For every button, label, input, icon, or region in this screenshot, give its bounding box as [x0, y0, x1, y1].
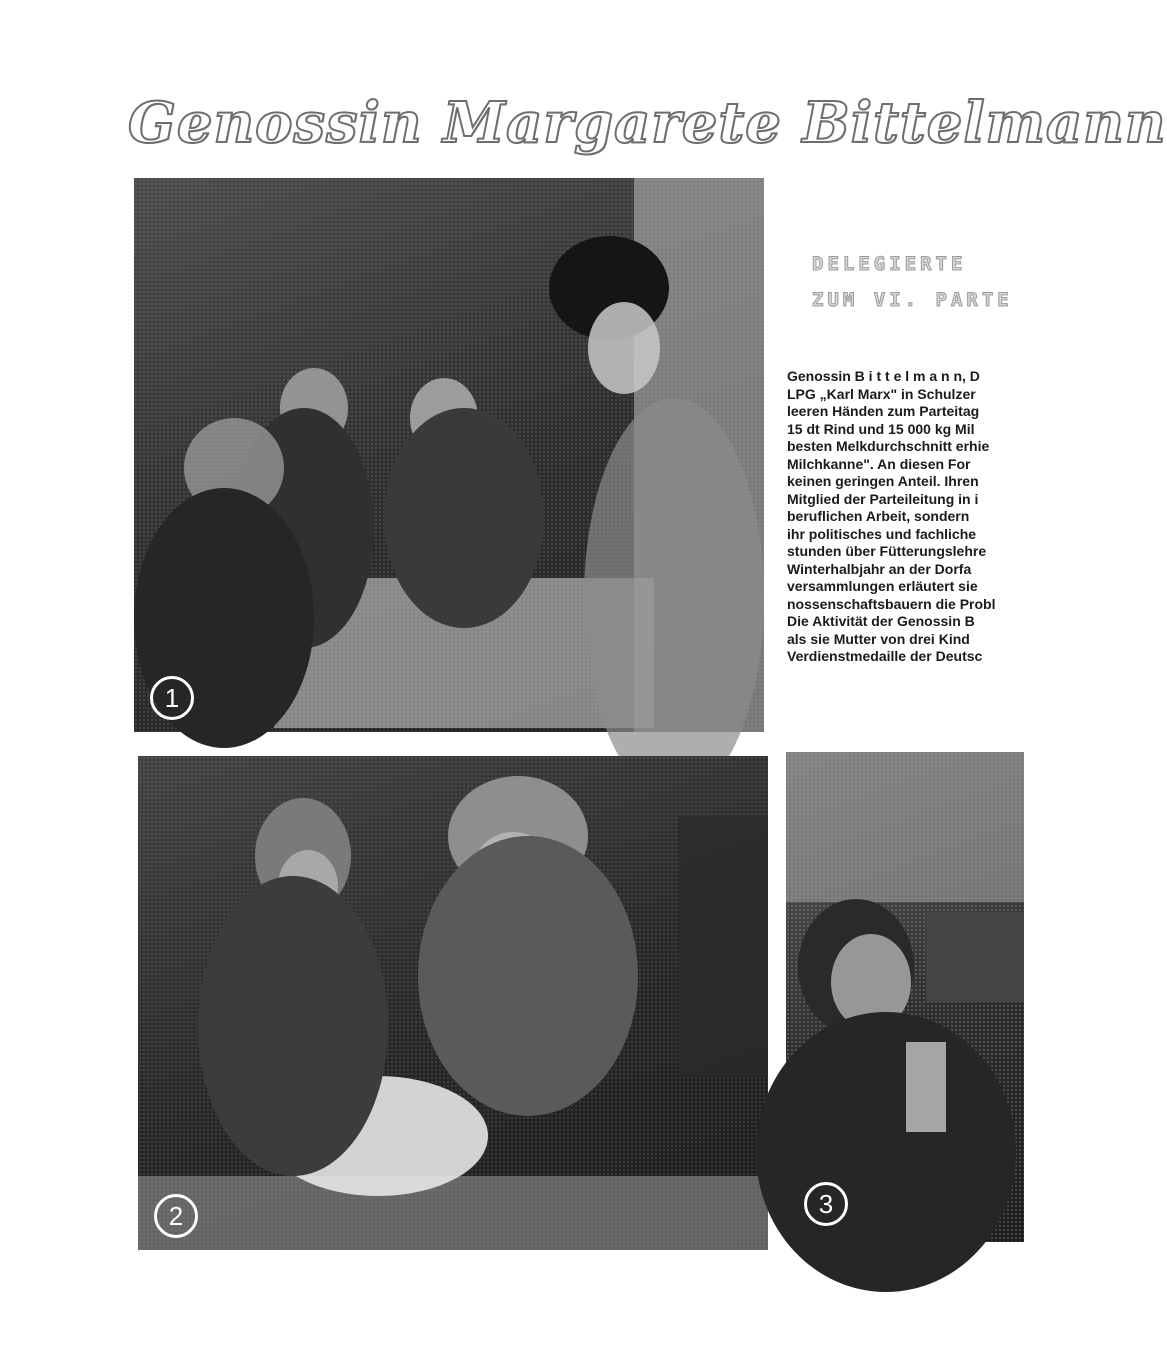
article-line: keinen geringen Anteil. Ihren: [787, 473, 979, 489]
stamp-line: DELEGIERTE: [812, 253, 967, 275]
article-line: versammlungen erläutert sie: [787, 578, 978, 594]
article-line: besten Melkdurchschnitt erhie: [787, 438, 990, 454]
article-line: leeren Händen zum Parteitag: [787, 403, 980, 419]
stamp-line: ZUM VI. PARTE: [812, 289, 1013, 311]
photo-number-badge: 1: [150, 676, 194, 720]
photo-1: [134, 178, 764, 732]
article-line: Genossin B i t t e l m a n n, D: [787, 368, 980, 384]
article-line: beruflichen Arbeit, sondern: [787, 508, 970, 524]
dotted-divider: [120, 740, 780, 742]
photo-number-badge: 2: [154, 1194, 198, 1238]
photo-3: [786, 752, 1024, 1242]
article-line: als sie Mutter von drei Kind: [787, 630, 970, 647]
delegate-stamp: [812, 246, 1024, 318]
article-text: [787, 368, 1024, 666]
photo-1-scene: [134, 178, 764, 732]
photo-2: [138, 756, 768, 1250]
photo-3-scene: [786, 752, 1024, 1242]
photo-number-badge: 3: [804, 1182, 848, 1226]
photo-2-scene: [138, 756, 768, 1250]
article-line: Winterhalbjahr an der Dorfa: [787, 560, 972, 577]
article-line: ihr politisches und fachliche: [787, 525, 977, 542]
article-line: 15 dt Rind und 15 000 kg Mil: [787, 420, 975, 437]
article-line: Milchkanne". An diesen For: [787, 455, 971, 472]
article-line: nossenschaftsbauern die Probl: [787, 595, 996, 612]
article-line: LPG „Karl Marx" in Schulzer: [787, 385, 976, 402]
article-line: Verdienstmedaille der Deutsc: [787, 648, 983, 664]
article-line: stunden über Fütterungslehre: [787, 543, 987, 559]
article-line: Mitglied der Parteileitung in i: [787, 490, 979, 507]
headline: Genossin Margarete Bittelmann: [128, 90, 1167, 156]
article-line: Die Aktivität der Genossin B: [787, 613, 975, 629]
